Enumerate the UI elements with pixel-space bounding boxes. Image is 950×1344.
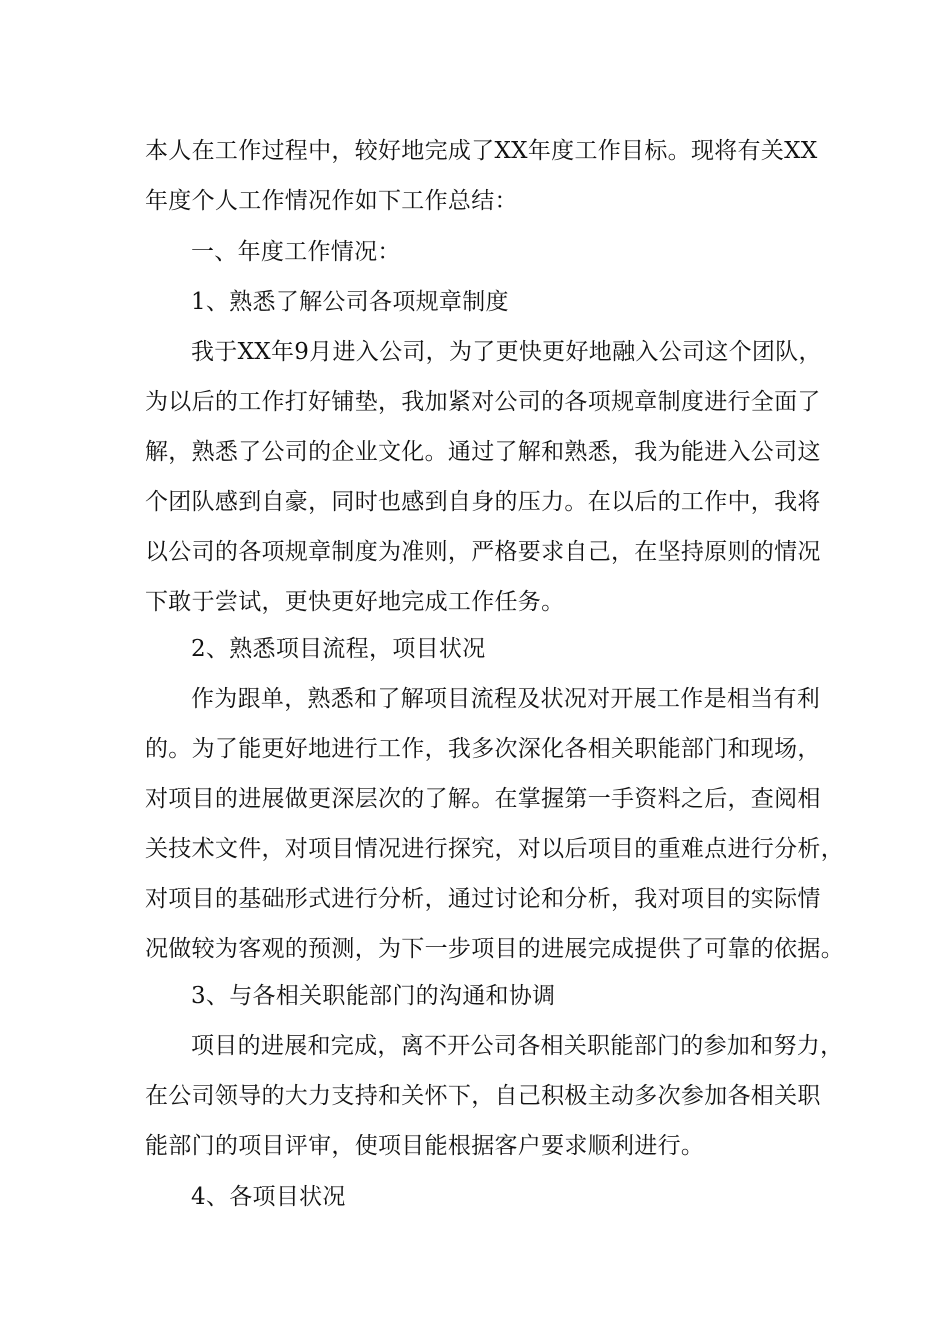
item-2-line-1: 作为跟单，熟悉和了解项目流程及状况对开展工作是相当有利 (191, 686, 821, 712)
item-3-line-1: 项目的进展和完成，离不开公司各相关职能部门的参加和努力， (191, 1033, 844, 1059)
item-2-heading-text: 2、熟悉项目流程，项目状况 (191, 636, 486, 662)
item-1-line-6: 下敢于尝试，更快更好地完成工作任务。 (145, 589, 565, 615)
intro-line-2: 年度个人工作情况作如下工作总结： (145, 188, 518, 214)
intro-paragraph (145, 126, 835, 226)
item-1-line-3: 解，熟悉了公司的企业文化。通过了解和熟悉，我为能进入公司这 (145, 439, 821, 465)
item-2-heading (145, 624, 835, 674)
item-2-line-2: 的。为了能更好地进行工作，我多次深化各相关职能部门和现场， (145, 736, 821, 762)
section-heading-1 (145, 227, 835, 277)
item-1-line-1: 我于XX年9月进入公司，为了更快更好地融入公司这个团队， (191, 339, 822, 365)
intro-line-1: 本人在工作过程中，较好地完成了XX年度工作目标。现将有关XX (145, 138, 818, 164)
item-3-line-3: 能部门的项目评审，使项目能根据客户要求顺利进行。 (145, 1133, 705, 1159)
item-2-line-5: 对项目的基础形式进行分析，通过讨论和分析，我对项目的实际情 (145, 886, 821, 912)
item-3-heading-text: 3、与各相关职能部门的沟通和协调 (191, 983, 556, 1009)
item-1-paragraph (145, 327, 835, 627)
item-4-heading-text: 4、各项目状况 (191, 1184, 346, 1210)
item-2-paragraph (145, 674, 844, 974)
item-2-line-6: 况做较为客观的预测，为下一步项目的进展完成提供了可靠的依据。 (145, 936, 844, 962)
section-heading-1-text: 一、年度工作情况： (191, 239, 401, 265)
item-1-line-4: 个团队感到自豪，同时也感到自身的压力。在以后的工作中，我将 (145, 489, 821, 515)
item-1-heading-text: 1、熟悉了解公司各项规章制度 (191, 289, 509, 315)
item-1-line-2: 为以后的工作打好铺垫，我加紧对公司的各项规章制度进行全面了 (145, 389, 821, 415)
item-3-paragraph (145, 1021, 844, 1171)
item-3-line-2: 在公司领导的大力支持和关怀下，自己积极主动多次参加各相关职 (145, 1083, 821, 1109)
item-1-heading (145, 277, 835, 327)
item-4-heading (145, 1172, 835, 1222)
item-2-line-4: 关技术文件，对项目情况进行探究，对以后项目的重难点进行分析， (145, 836, 844, 862)
item-1-line-5: 以公司的各项规章制度为准则，严格要求自己，在坚持原则的情况 (145, 539, 821, 565)
item-3-heading (145, 971, 835, 1021)
item-2-line-3: 对项目的进展做更深层次的了解。在掌握第一手资料之后，查阅相 (145, 786, 821, 812)
